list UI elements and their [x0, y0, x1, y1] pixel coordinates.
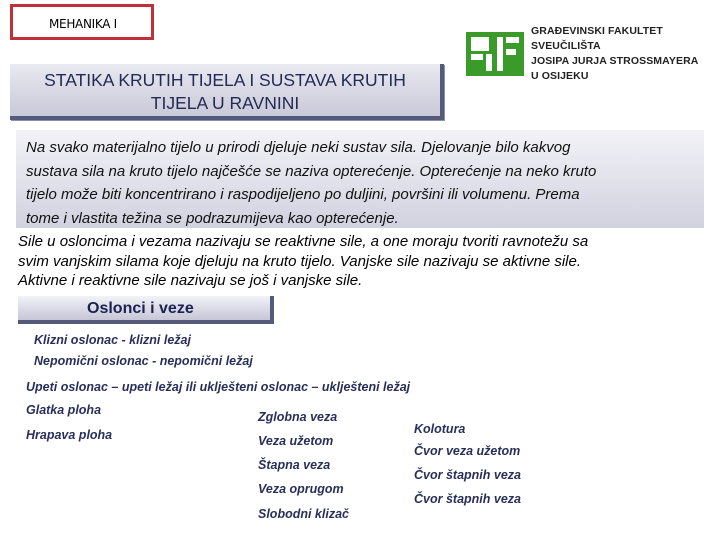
course-label: MEHANIKA I — [49, 17, 117, 31]
connection-item: Zglobna veza — [258, 410, 338, 424]
slide-title — [10, 64, 444, 120]
joint-item: Čvor štapnih veza — [414, 468, 521, 482]
connection-item: Štapna veza — [258, 458, 331, 472]
intro-line: tome i vlastita težina se podrazumijeva kao opterećenje. — [26, 209, 399, 227]
intro-line: Na svako materijalno tijelo u prirodi djeluje neki sustav sila. Djelovanje bilo kakvog — [26, 139, 571, 156]
faculty-name — [531, 24, 698, 84]
intro-paragraph — [26, 136, 704, 230]
faculty-line: U OSIJEKU — [531, 70, 589, 82]
gf-logo-icon — [466, 32, 524, 76]
surface-item: Glatka ploha — [26, 403, 102, 417]
supports-heading-box — [18, 296, 274, 324]
supports-heading: Oslonci i veze — [87, 300, 194, 317]
intro-line: tijelo može biti koncentrirano i raspodijeljeno po duljini, površini ili volumenu. Prema — [26, 186, 580, 203]
joint-item: Čvor štapnih veza — [414, 492, 521, 506]
surface-item: Hrapava ploha — [26, 428, 113, 442]
faculty-line: SVEUČILIŠTA — [531, 40, 601, 52]
joint-item: Kolotura — [414, 422, 466, 436]
joint-item: Čvor veza užetom — [414, 444, 521, 458]
faculty-line: JOSIPA JURJA STROSSMAYERA — [531, 55, 699, 67]
support-type-item: Upeti oslonac – upeti ležaj ili uklješteni oslonac – uklješteni ležaj — [26, 380, 411, 394]
slide-title-line: STATIKA KRUTIH TIJELA I SUSTAVA KRUTIH — [44, 70, 406, 90]
faculty-line: GRAĐEVINSKI FAKULTET — [531, 25, 663, 37]
connection-item: Veza užetom — [258, 434, 334, 448]
connection-item: Veza oprugom — [258, 482, 344, 496]
course-label-box — [10, 4, 154, 40]
reactions-line: Aktivne i reaktivne sile nazivaju se još i vanjske sile. — [18, 272, 363, 289]
intro-box — [16, 130, 704, 228]
reactions-line: svim vanjskim silama koje djeluju na kruto tijelo. Vanjske sile nazivaju se aktivne sile. — [18, 252, 582, 270]
reactions-line: Sile u osloncima i vezama nazivaju se reaktivne sile, a one moraju tvoriti ravnotežu sa — [18, 233, 589, 250]
intro-line: sustava sila na kruto tijelo najčešće se naziva opterećenje. Opterećenje na neko kruto — [26, 162, 597, 180]
connection-item: Slobodni klizač — [258, 507, 349, 521]
support-type-item: Klizni oslonac - klizni ležaj — [34, 333, 191, 347]
support-type-item: Nepomični oslonac - nepomični ležaj — [34, 354, 253, 368]
slide-title-line: TIJELA U RAVNINI — [150, 93, 300, 113]
reactions-paragraph — [18, 232, 708, 291]
